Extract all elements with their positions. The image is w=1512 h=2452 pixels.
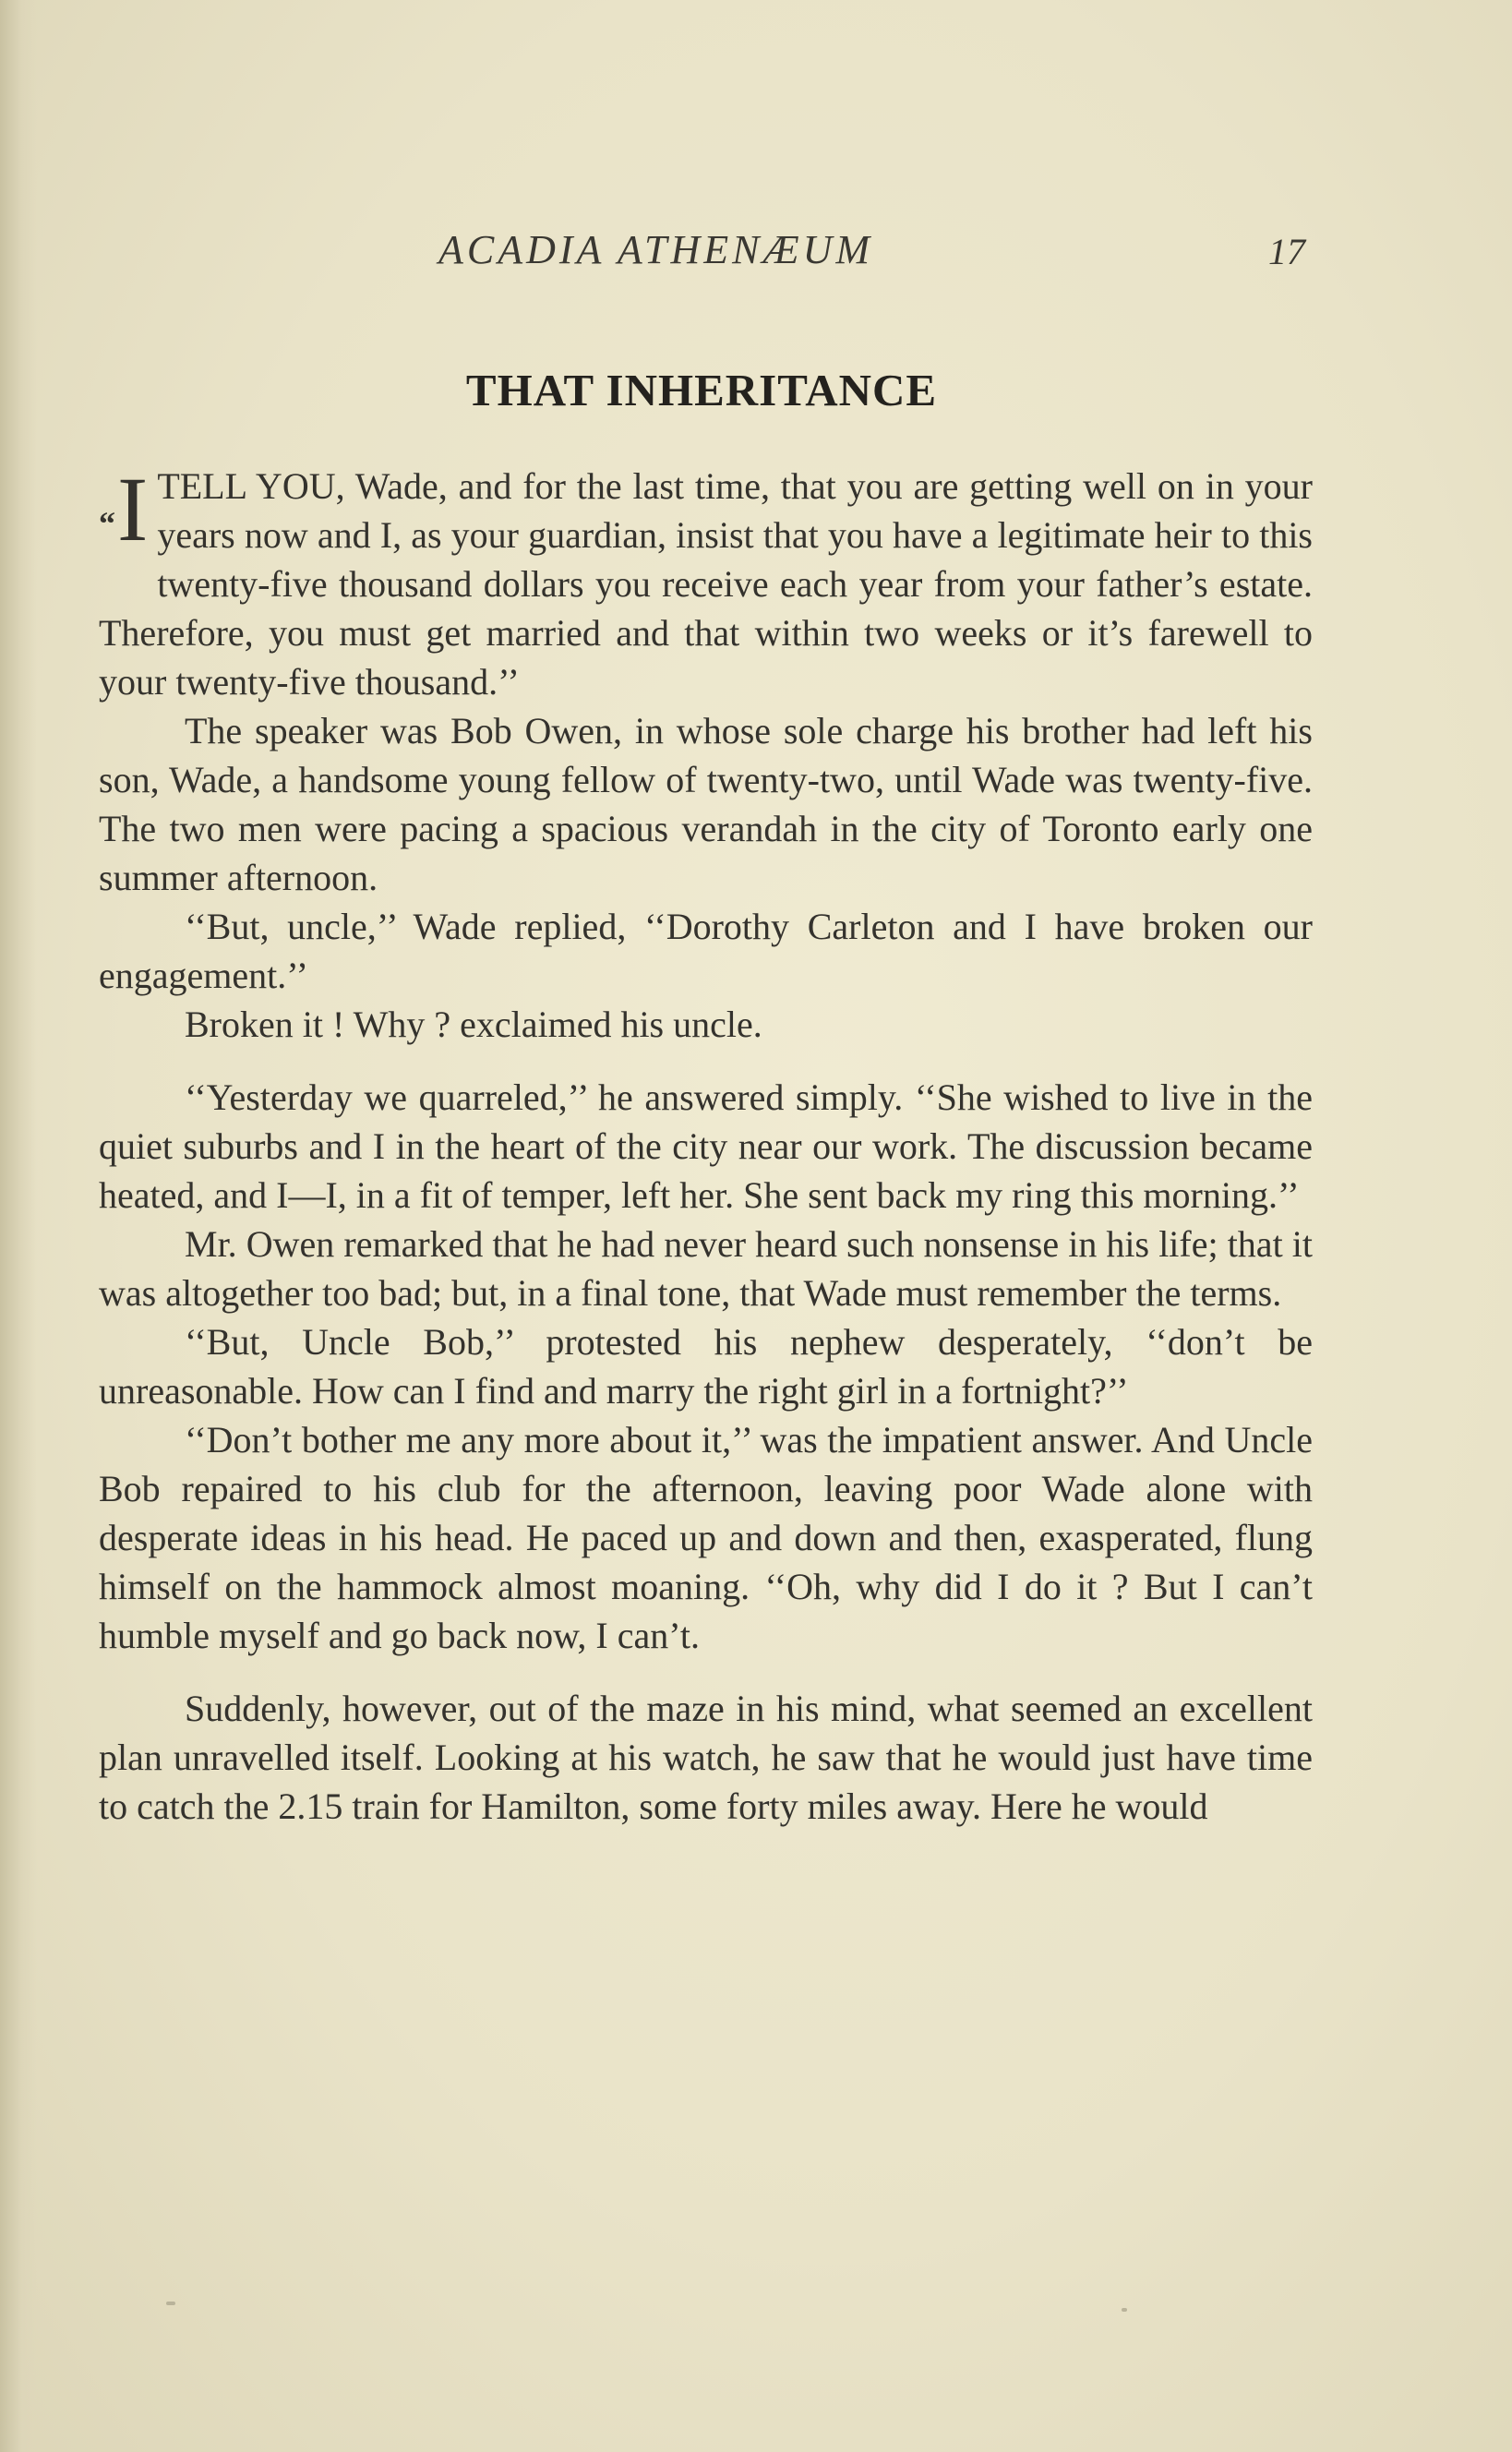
paragraph-7: ‘‘But, Uncle Bob,’’ protested his nephew desperately, ‘‘don’t be unreasonable. How can I find and marry the right girl in a fortnight?’’: [99, 1321, 1313, 1412]
drop-cap: [99, 458, 149, 562]
ink-smudge: [1122, 2308, 1127, 2312]
paragraph-6: Mr. Owen remarked that he had never heard such nonsense in his life; that it was altogether too bad; but, in a final tone, that Wade must remember the terms.: [99, 1223, 1313, 1314]
paragraph-8: ‘‘Don’t bother me any more about it,’’ was the impatient answer. And Uncle Bob repaired to his club for the afternoon, leaving poor Wade alone with desperate ideas in his head. He paced up and down and then, exasperated, flung himself on the hammock almost moaning. ‘‘Oh, why did I do it ? But I can’t humble myself and go back now, I can’t.: [99, 1419, 1313, 1656]
drop-cap-letter: I: [117, 458, 149, 560]
running-title: ACADIA ATHENÆUM: [438, 227, 874, 272]
paragraph-9: Suddenly, however, out of the maze in his mind, what seemed an excellent plan unravelled itself. Looking at his watch, he saw that he would just have time to catch the 2.15 train for Hamilton, some forty miles away. Here he would: [99, 1688, 1313, 1827]
article-body: [99, 458, 1313, 1831]
ink-smudge: [166, 2302, 175, 2305]
paragraph-2: The speaker was Bob Owen, in whose sole charge his brother had left his son, Wade, a handsome young fellow of twenty-two, until Wade was twenty-five. The two men were pacing a spacious verandah in the city of Toronto early one summer afternoon.: [99, 710, 1313, 898]
paragraph-1: [99, 458, 1313, 706]
paragraph-4: Broken it ! Why ? exclaimed his uncle.: [185, 1004, 762, 1045]
paragraph-5: ‘‘Yesterday we quarreled,’’ he answered simply. ‘‘She wished to live in the quiet suburbs and I in the heart of the city near our work. The discussion became heated, and I—I, in a fit of temper, left her. She sent back my ring this morning.’’: [99, 1076, 1313, 1216]
paragraph-3: ‘‘But, uncle,’’ Wade replied, ‘‘Dorothy Carleton and I have broken our engagement.’’: [99, 906, 1313, 996]
running-header: [0, 226, 1512, 282]
paragraph-1-text: TELL YOU, Wade, and for the last time, that you are getting well on in your years now and I, as your guardian, insist that you have a legitimate heir to this twenty-five thousand dollars you receive each year from your father’s estate. Therefore, you must get married and that within two weeks or it’s farewell to your twenty-five thousand.’’: [99, 465, 1313, 703]
article-title: THAT INHERITANCE: [465, 365, 938, 415]
drop-cap-quote: “: [99, 505, 115, 542]
page-number: 17: [1268, 231, 1305, 272]
